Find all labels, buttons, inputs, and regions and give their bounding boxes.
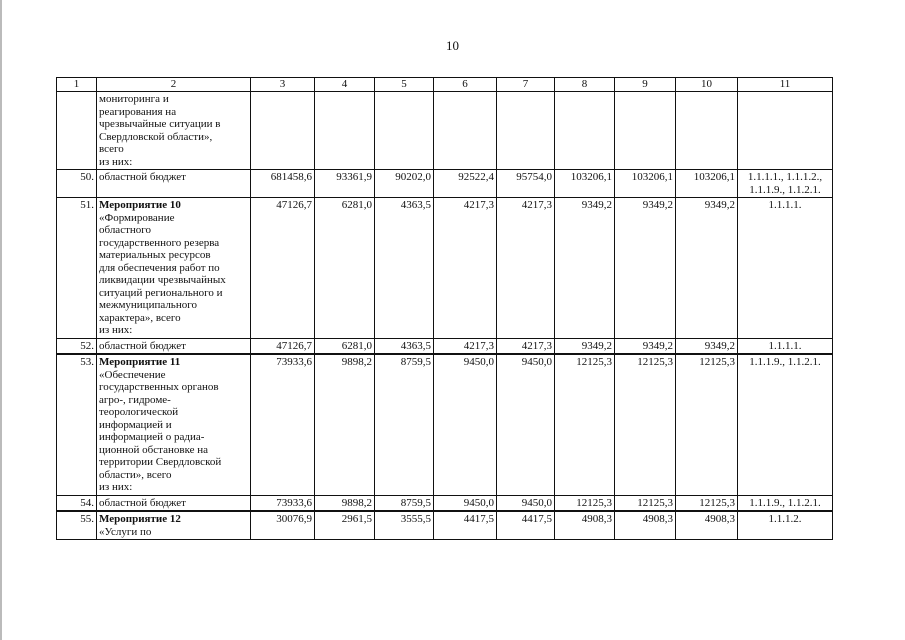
column-header: 2 — [97, 78, 251, 92]
column-header: 6 — [434, 78, 497, 92]
page-number: 10 — [446, 38, 459, 53]
value-col-4: 93361,9 — [315, 170, 375, 198]
value-col-9: 12125,3 — [615, 495, 676, 511]
value-col-7: 4417,5 — [497, 511, 555, 540]
scan-edge — [0, 0, 2, 640]
table-body — [57, 78, 833, 540]
description-line: чрезвычайные ситуации в — [99, 118, 221, 130]
measure-title: Мероприятие 12 — [99, 513, 181, 525]
description-line: из них: — [99, 481, 133, 493]
value-col-7: 4217,3 — [497, 198, 555, 339]
value-col-10: 4908,3 — [676, 511, 738, 540]
description-line: «Услуги по — [99, 525, 152, 538]
description-line: реагирования на — [99, 105, 177, 118]
value-col-5: 8759,5 — [375, 354, 434, 495]
value-col-9 — [615, 92, 676, 170]
description-line: государственных органов — [99, 381, 219, 393]
value-col-8: 12125,3 — [555, 495, 615, 511]
value-col-6: 9450,0 — [434, 495, 497, 511]
description-line: агро-, гидроме- — [99, 393, 171, 406]
value-col-3: 30076,9 — [251, 511, 315, 540]
value-col-10: 12125,3 — [676, 495, 738, 511]
description-line: областной бюджет — [99, 339, 186, 352]
description-line: информацией о радиа- — [99, 431, 205, 443]
value-col-4: 9898,2 — [315, 354, 375, 495]
indicator-line: 1.1.1.1., 1.1.1.2., — [747, 171, 823, 183]
description-line: областной бюджет — [99, 171, 186, 183]
value-col-8: 9349,2 — [555, 198, 615, 339]
table-row — [57, 511, 833, 540]
value-col-6: 9450,0 — [434, 354, 497, 495]
row-number: 50. — [57, 170, 97, 198]
value-col-7: 9450,0 — [497, 495, 555, 511]
item-description — [97, 511, 251, 540]
indicator-line: 1.1.1.9., 1.1.2.1. — [749, 496, 821, 509]
indicator-line: 1.1.1.2. — [768, 513, 802, 525]
row-number: 54. — [57, 495, 97, 511]
column-header: 1 — [57, 78, 97, 92]
row-number — [57, 92, 97, 170]
value-col-6: 4417,5 — [434, 511, 497, 540]
value-col-3: 73933,6 — [251, 495, 315, 511]
row-number: 52. — [57, 338, 97, 354]
budget-table — [56, 77, 833, 540]
value-col-8: 4908,3 — [555, 511, 615, 540]
value-col-3: 47126,7 — [251, 198, 315, 339]
measure-title: Мероприятие 10 — [99, 199, 181, 211]
value-col-6: 4217,3 — [434, 198, 497, 339]
table-row — [57, 92, 833, 170]
target-indicators — [738, 198, 833, 339]
value-col-4: 2961,5 — [315, 511, 375, 540]
item-description — [97, 170, 251, 198]
indicator-line: 1.1.1.9., 1.1.2.1. — [749, 183, 821, 196]
value-col-6: 92522,4 — [434, 170, 497, 198]
description-line: межмуниципального — [99, 299, 197, 311]
column-header: 10 — [676, 78, 738, 92]
value-col-10: 12125,3 — [676, 354, 738, 495]
indicator-line: 1.1.1.1. — [768, 199, 802, 211]
description-line: Свердловской области», — [99, 130, 213, 143]
value-col-10: 9349,2 — [676, 198, 738, 339]
column-header: 7 — [497, 78, 555, 92]
item-description — [97, 338, 251, 354]
column-header: 3 — [251, 78, 315, 92]
value-col-3 — [251, 92, 315, 170]
row-number: 53. — [57, 354, 97, 495]
value-col-6 — [434, 92, 497, 170]
description-line: информацией и — [99, 418, 172, 431]
indicator-line: 1.1.1.1. — [768, 339, 802, 352]
value-col-9: 12125,3 — [615, 354, 676, 495]
value-col-4 — [315, 92, 375, 170]
description-line: областной бюджет — [99, 496, 186, 509]
description-line: государственного резерва — [99, 236, 220, 249]
description-line: материальных ресурсов — [99, 249, 211, 261]
indicator-line: 1.1.1.9., 1.1.2.1. — [749, 356, 821, 368]
value-col-8: 9349,2 — [555, 338, 615, 354]
value-col-5: 3555,5 — [375, 511, 434, 540]
value-col-3: 73933,6 — [251, 354, 315, 495]
description-line: области», всего — [99, 468, 172, 481]
target-indicators — [738, 495, 833, 511]
header-row — [57, 78, 833, 92]
table-row — [57, 354, 833, 495]
value-col-8: 103206,1 — [555, 170, 615, 198]
value-col-4: 6281,0 — [315, 338, 375, 354]
value-col-9: 4908,3 — [615, 511, 676, 540]
row-number: 55. — [57, 511, 97, 540]
value-col-6: 4217,3 — [434, 338, 497, 354]
value-col-8: 12125,3 — [555, 354, 615, 495]
measure-title: Мероприятие 11 — [99, 356, 181, 368]
value-col-7: 9450,0 — [497, 354, 555, 495]
description-line: характера», всего — [99, 311, 181, 324]
column-header: 11 — [738, 78, 833, 92]
column-header: 8 — [555, 78, 615, 92]
description-line: для обеспечения работ по — [99, 261, 220, 274]
description-line: ционной обстановке на — [99, 443, 209, 456]
target-indicators — [738, 354, 833, 495]
description-line: теорологической — [99, 406, 179, 418]
value-col-7: 95754,0 — [497, 170, 555, 198]
value-col-9: 9349,2 — [615, 338, 676, 354]
description-line: «Формирование — [99, 211, 175, 224]
value-col-5: 4363,5 — [375, 338, 434, 354]
value-col-4: 6281,0 — [315, 198, 375, 339]
description-line: мониторинга и — [99, 93, 169, 105]
value-col-5: 4363,5 — [375, 198, 434, 339]
value-col-10: 103206,1 — [676, 170, 738, 198]
value-col-9: 9349,2 — [615, 198, 676, 339]
description-line: ликвидации чрезвычайных — [99, 274, 226, 286]
value-col-4: 9898,2 — [315, 495, 375, 511]
description-line: ситуаций регионального и — [99, 286, 223, 299]
target-indicators — [738, 170, 833, 198]
column-header: 5 — [375, 78, 434, 92]
description-line: из них: — [99, 324, 133, 336]
description-line: областного — [99, 224, 152, 236]
target-indicators — [738, 92, 833, 170]
value-col-5: 90202,0 — [375, 170, 434, 198]
target-indicators — [738, 338, 833, 354]
table-row — [57, 198, 833, 339]
value-col-8 — [555, 92, 615, 170]
description-line: из них: — [99, 155, 133, 168]
value-col-7 — [497, 92, 555, 170]
target-indicators — [738, 511, 833, 540]
item-description — [97, 198, 251, 339]
value-col-10 — [676, 92, 738, 170]
column-header: 4 — [315, 78, 375, 92]
table-row — [57, 338, 833, 354]
value-col-7: 4217,3 — [497, 338, 555, 354]
value-col-10: 9349,2 — [676, 338, 738, 354]
value-col-3: 47126,7 — [251, 338, 315, 354]
table-row — [57, 170, 833, 198]
description-line: территории Свердловской — [99, 456, 222, 468]
item-description — [97, 354, 251, 495]
value-col-9: 103206,1 — [615, 170, 676, 198]
item-description — [97, 495, 251, 511]
row-number: 51. — [57, 198, 97, 339]
description-line: всего — [99, 143, 124, 155]
value-col-5 — [375, 92, 434, 170]
item-description — [97, 92, 251, 170]
value-col-5: 8759,5 — [375, 495, 434, 511]
table-row — [57, 495, 833, 511]
value-col-3: 681458,6 — [251, 170, 315, 198]
column-header: 9 — [615, 78, 676, 92]
description-line: «Обеспечение — [99, 368, 166, 381]
